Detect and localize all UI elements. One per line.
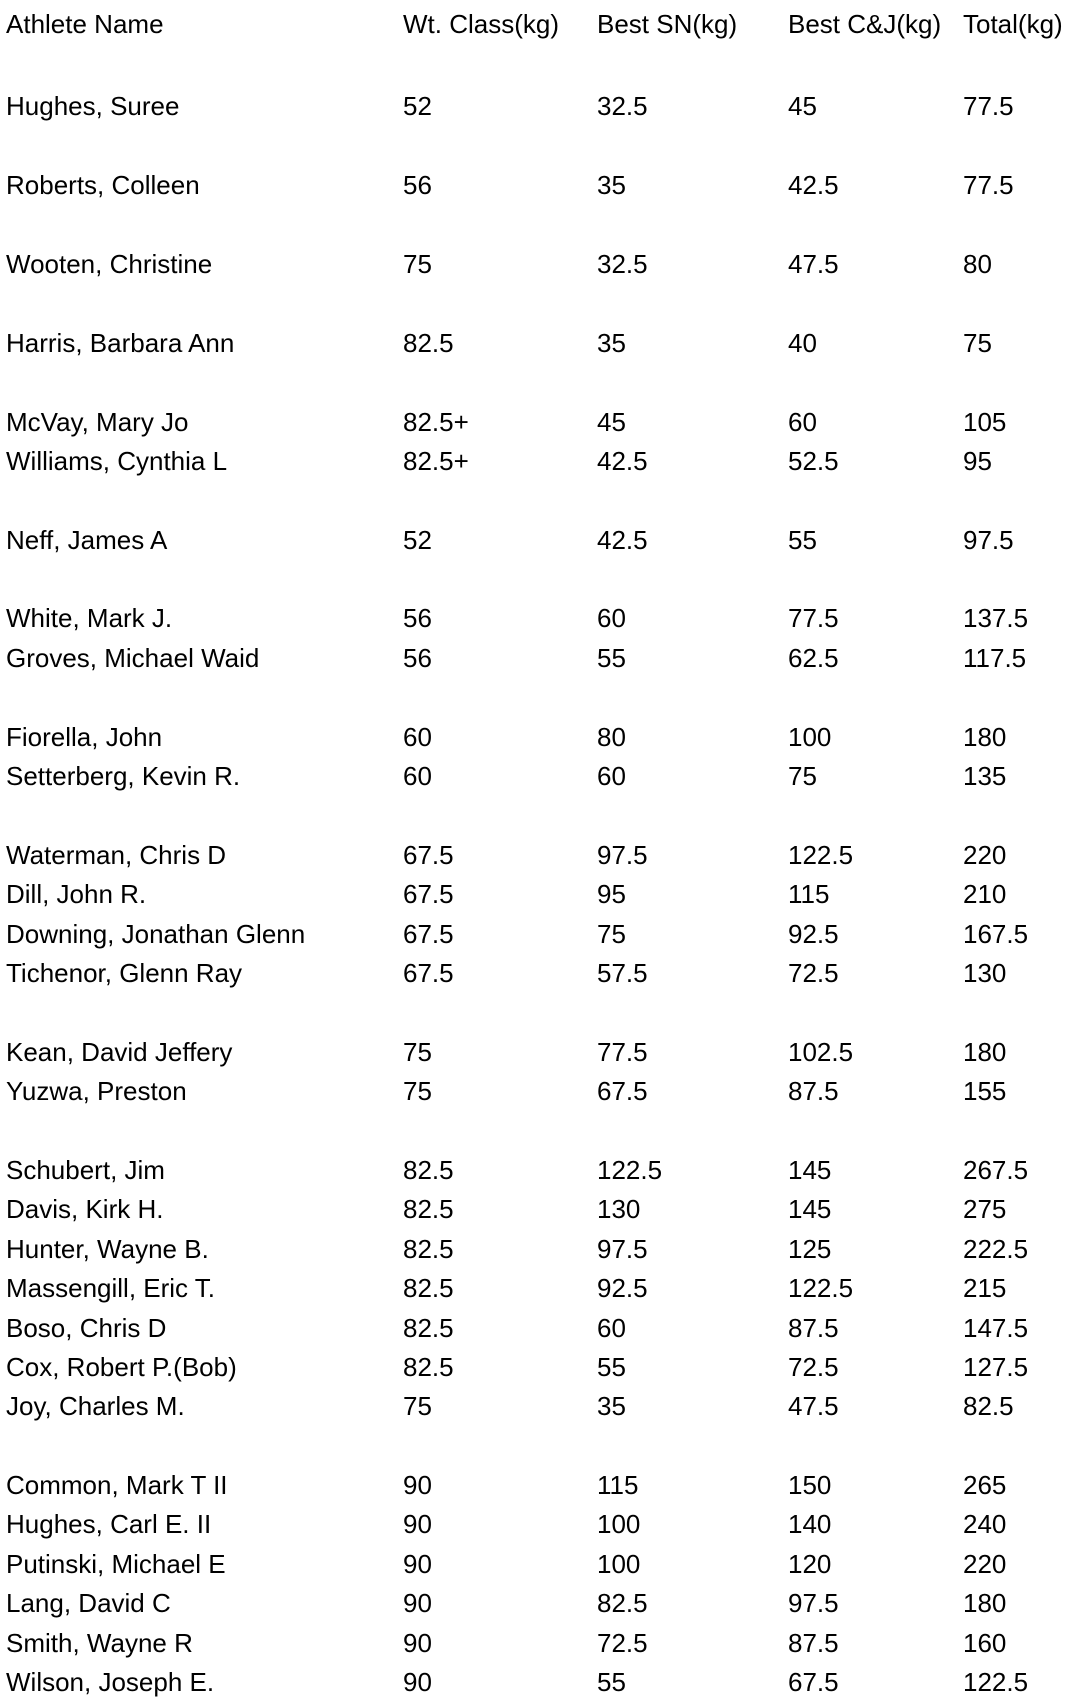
table-row (6, 403, 1066, 442)
total-cell: 130 (963, 957, 1007, 988)
total-cell: 77.5 (963, 91, 1014, 122)
weight-class-cell: 90 (403, 1627, 432, 1658)
athlete-name-cell: Smith, Wayne R (6, 1627, 193, 1658)
table-row (6, 1466, 1066, 1505)
weight-class-cell: 82.5 (403, 327, 454, 358)
table-row (6, 166, 1066, 205)
table-row (6, 1624, 1066, 1663)
total-cell: 155 (963, 1076, 1007, 1107)
athlete-name-cell: Downing, Jonathan Glenn (6, 918, 306, 949)
best-clean-and-jerk-cell: 72.5 (788, 1351, 839, 1382)
athlete-name-cell: Wooten, Christine (6, 248, 213, 279)
weight-class-cell: 75 (403, 1391, 432, 1422)
header-weight-class: Wt. Class(kg) (403, 9, 559, 39)
table-row (6, 1190, 1066, 1229)
best-clean-and-jerk-cell: 140 (788, 1509, 832, 1540)
results-table (6, 0, 1066, 1702)
weight-class-cell: 82.5 (403, 1312, 454, 1343)
weight-class-cell: 75 (403, 1036, 432, 1067)
best-snatch-cell: 92.5 (597, 1273, 648, 1304)
weight-class-cell: 67.5 (403, 918, 454, 949)
weight-class-cell: 90 (403, 1470, 432, 1501)
total-cell: 77.5 (963, 170, 1014, 201)
athlete-name-cell: Putinski, Michael E (6, 1548, 226, 1579)
table-row (6, 915, 1066, 954)
best-clean-and-jerk-cell: 122.5 (788, 1273, 854, 1304)
best-snatch-cell: 100 (597, 1509, 641, 1540)
weight-class-cell: 90 (403, 1667, 432, 1698)
best-snatch-cell: 32.5 (597, 91, 648, 122)
total-cell: 127.5 (963, 1351, 1029, 1382)
best-clean-and-jerk-cell: 92.5 (788, 918, 839, 949)
best-clean-and-jerk-cell: 47.5 (788, 1391, 839, 1422)
best-snatch-cell: 97.5 (597, 839, 648, 870)
table-row (6, 639, 1066, 678)
table-row (6, 521, 1066, 560)
athlete-name-cell: Hunter, Wayne B. (6, 1233, 209, 1264)
best-clean-and-jerk-cell: 67.5 (788, 1667, 839, 1698)
total-cell: 80 (963, 248, 992, 279)
best-clean-and-jerk-cell: 87.5 (788, 1312, 839, 1343)
athlete-name-cell: Massengill, Eric T. (6, 1273, 216, 1304)
athlete-name-cell: Neff, James A (6, 524, 168, 555)
table-row (6, 875, 1066, 914)
best-snatch-cell: 97.5 (597, 1233, 648, 1264)
total-cell: 137.5 (963, 603, 1029, 634)
weight-class-cell: 90 (403, 1509, 432, 1540)
best-snatch-cell: 80 (597, 721, 626, 752)
best-snatch-cell: 42.5 (597, 524, 648, 555)
total-cell: 240 (963, 1509, 1007, 1540)
header-total: Total(kg) (963, 9, 1063, 39)
total-cell: 180 (963, 1588, 1007, 1619)
weight-class-cell: 82.5 (403, 1154, 454, 1185)
table-row (6, 1348, 1066, 1387)
best-snatch-cell: 82.5 (597, 1588, 648, 1619)
table-row (6, 87, 1066, 126)
best-clean-and-jerk-cell: 102.5 (788, 1036, 854, 1067)
table-row (6, 1269, 1066, 1308)
weight-class-cell: 67.5 (403, 957, 454, 988)
total-cell: 122.5 (963, 1667, 1029, 1698)
best-snatch-cell: 35 (597, 1391, 626, 1422)
best-snatch-cell: 35 (597, 170, 626, 201)
best-clean-and-jerk-cell: 45 (788, 91, 817, 122)
best-clean-and-jerk-cell: 62.5 (788, 642, 839, 673)
total-cell: 160 (963, 1627, 1007, 1658)
total-cell: 220 (963, 1548, 1007, 1579)
table-row (6, 245, 1066, 284)
athlete-name-cell: Boso, Chris D (6, 1312, 167, 1343)
best-snatch-cell: 75 (597, 918, 626, 949)
athlete-name-cell: Yuzwa, Preston (6, 1076, 187, 1107)
athlete-name-cell: Lang, David C (6, 1588, 171, 1619)
weight-class-cell: 82.5 (403, 1351, 454, 1382)
athlete-name-cell: Groves, Michael Waid (6, 642, 260, 673)
table-row (6, 599, 1066, 638)
total-cell: 117.5 (963, 642, 1027, 673)
best-snatch-cell: 115 (597, 1470, 639, 1501)
table-row (6, 1663, 1066, 1702)
table-row (6, 1545, 1066, 1584)
best-clean-and-jerk-cell: 120 (788, 1548, 832, 1579)
best-snatch-cell: 60 (597, 761, 626, 792)
total-cell: 265 (963, 1470, 1007, 1501)
best-clean-and-jerk-cell: 40 (788, 327, 817, 358)
total-cell: 215 (963, 1273, 1007, 1304)
table-row (6, 442, 1066, 481)
weight-class-cell: 60 (403, 721, 432, 752)
athlete-name-cell: Joy, Charles M. (6, 1391, 185, 1422)
best-clean-and-jerk-cell: 55 (788, 524, 817, 555)
weight-class-cell: 90 (403, 1588, 432, 1619)
athlete-name-cell: Schubert, Jim (6, 1154, 165, 1185)
table-row (6, 1072, 1066, 1111)
best-clean-and-jerk-cell: 145 (788, 1154, 832, 1185)
weight-class-cell: 52 (403, 91, 432, 122)
total-cell: 167.5 (963, 918, 1029, 949)
athlete-name-cell: Fiorella, John (6, 721, 163, 752)
header-best-clean-and-jerk: Best C&J(kg) (788, 9, 942, 39)
weight-class-cell: 82.5+ (403, 445, 469, 476)
table-row (6, 1505, 1066, 1544)
weight-class-cell: 90 (403, 1548, 432, 1579)
athlete-name-cell: Hughes, Carl E. II (6, 1509, 212, 1540)
header-row (6, 0, 1066, 48)
total-cell: 180 (963, 1036, 1007, 1067)
header-athlete-name: Athlete Name (6, 9, 164, 39)
best-snatch-cell: 57.5 (597, 957, 648, 988)
best-snatch-cell: 60 (597, 603, 626, 634)
weight-class-cell: 67.5 (403, 839, 454, 870)
table-row (6, 757, 1066, 796)
athlete-name-cell: Hughes, Suree (6, 91, 180, 122)
best-snatch-cell: 77.5 (597, 1036, 648, 1067)
table-row (6, 1230, 1066, 1269)
total-cell: 147.5 (963, 1312, 1029, 1343)
best-snatch-cell: 95 (597, 879, 626, 910)
best-snatch-cell: 100 (597, 1548, 641, 1579)
athlete-name-cell: Cox, Robert P.(Bob) (6, 1351, 237, 1382)
athlete-name-cell: Dill, John R. (6, 879, 147, 910)
weight-class-cell: 82.5+ (403, 406, 469, 437)
total-cell: 267.5 (963, 1154, 1029, 1185)
athlete-name-cell: Wilson, Joseph E. (6, 1667, 215, 1698)
header-best-snatch: Best SN(kg) (597, 9, 738, 39)
total-cell: 220 (963, 839, 1007, 870)
best-clean-and-jerk-cell: 87.5 (788, 1627, 839, 1658)
table-row (6, 718, 1066, 757)
best-clean-and-jerk-cell: 145 (788, 1194, 832, 1225)
best-clean-and-jerk-cell: 122.5 (788, 839, 854, 870)
best-clean-and-jerk-cell: 75 (788, 761, 817, 792)
athlete-name-cell: Harris, Barbara Ann (6, 327, 235, 358)
weight-class-cell: 82.5 (403, 1273, 454, 1304)
best-clean-and-jerk-cell: 60 (788, 406, 817, 437)
table-row (6, 1033, 1066, 1072)
athlete-name-cell: Kean, David Jeffery (6, 1036, 233, 1067)
athlete-rows (6, 87, 1066, 1702)
best-snatch-cell: 42.5 (597, 445, 648, 476)
best-snatch-cell: 45 (597, 406, 626, 437)
total-cell: 180 (963, 721, 1007, 752)
best-snatch-cell: 122.5 (597, 1154, 663, 1185)
athlete-name-cell: Common, Mark T II (6, 1470, 228, 1501)
best-clean-and-jerk-cell: 100 (788, 721, 832, 752)
total-cell: 97.5 (963, 524, 1014, 555)
total-cell: 135 (963, 761, 1007, 792)
weight-class-cell: 75 (403, 248, 432, 279)
total-cell: 95 (963, 445, 992, 476)
best-clean-and-jerk-cell: 87.5 (788, 1076, 839, 1107)
best-snatch-cell: 67.5 (597, 1076, 648, 1107)
total-cell: 82.5 (963, 1391, 1014, 1422)
best-clean-and-jerk-cell: 97.5 (788, 1588, 839, 1619)
table-row (6, 836, 1066, 875)
best-clean-and-jerk-cell: 52.5 (788, 445, 839, 476)
best-snatch-cell: 72.5 (597, 1627, 648, 1658)
athlete-name-cell: Waterman, Chris D (6, 839, 227, 870)
best-clean-and-jerk-cell: 47.5 (788, 248, 839, 279)
table-row (6, 324, 1066, 363)
weight-class-cell: 75 (403, 1076, 432, 1107)
total-cell: 75 (963, 327, 992, 358)
best-snatch-cell: 60 (597, 1312, 626, 1343)
athlete-name-cell: Roberts, Colleen (6, 170, 200, 201)
best-clean-and-jerk-cell: 125 (788, 1233, 832, 1264)
total-cell: 222.5 (963, 1233, 1029, 1264)
best-snatch-cell: 32.5 (597, 248, 648, 279)
athlete-name-cell: White, Mark J. (6, 603, 173, 634)
total-cell: 105 (963, 406, 1007, 437)
athlete-name-cell: Tichenor, Glenn Ray (6, 957, 243, 988)
best-clean-and-jerk-cell: 115 (788, 879, 830, 910)
weight-class-cell: 56 (403, 170, 432, 201)
total-cell: 275 (963, 1194, 1007, 1225)
athlete-name-cell: Davis, Kirk H. (6, 1194, 164, 1225)
table-row (6, 1151, 1066, 1190)
weight-class-cell: 52 (403, 524, 432, 555)
table-row (6, 1584, 1066, 1623)
best-snatch-cell: 130 (597, 1194, 641, 1225)
best-snatch-cell: 55 (597, 1667, 626, 1698)
weight-class-cell: 60 (403, 761, 432, 792)
athlete-name-cell: McVay, Mary Jo (6, 406, 189, 437)
best-clean-and-jerk-cell: 42.5 (788, 170, 839, 201)
athlete-name-cell: Setterberg, Kevin R. (6, 761, 241, 792)
best-snatch-cell: 55 (597, 642, 626, 673)
table-row (6, 1309, 1066, 1348)
total-cell: 210 (963, 879, 1007, 910)
weight-class-cell: 67.5 (403, 879, 454, 910)
table-row (6, 1387, 1066, 1426)
best-snatch-cell: 35 (597, 327, 626, 358)
athlete-name-cell: Williams, Cynthia L (6, 445, 228, 476)
weight-class-cell: 82.5 (403, 1233, 454, 1264)
best-clean-and-jerk-cell: 72.5 (788, 957, 839, 988)
best-clean-and-jerk-cell: 150 (788, 1470, 832, 1501)
best-clean-and-jerk-cell: 77.5 (788, 603, 839, 634)
weight-class-cell: 82.5 (403, 1194, 454, 1225)
best-snatch-cell: 55 (597, 1351, 626, 1382)
table-row (6, 954, 1066, 993)
weight-class-cell: 56 (403, 603, 432, 634)
weight-class-cell: 56 (403, 642, 432, 673)
